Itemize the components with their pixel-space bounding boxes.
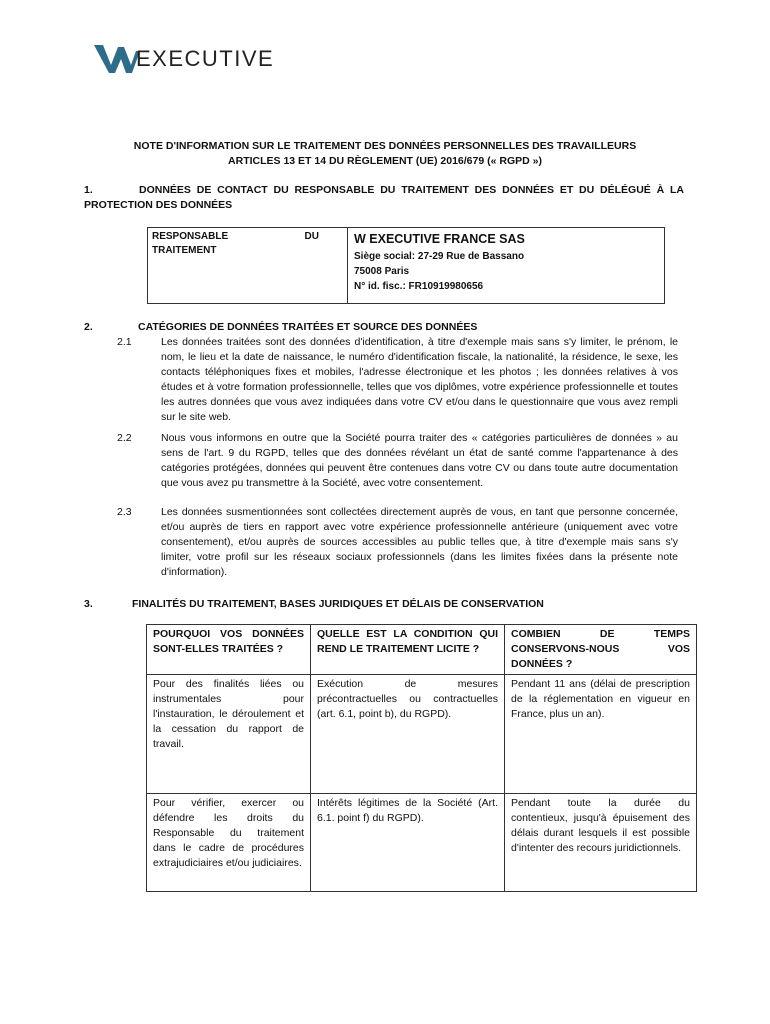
table-cell: Pour vérifier, exercer ou défendre les droits du Responsable du traitement dans le cadre de procédures extrajudiciaires et/ou judiciaires. [147, 794, 311, 892]
controller-label-b: DU [304, 231, 319, 242]
w-logo-mark-icon [94, 41, 140, 75]
table-cell: Pour des finalités liées ou instrumentales pour l'instauration, le déroulement et la cessation du rapport de travail. [147, 675, 311, 794]
section-2-title: CATÉGORIES DE DONNÉES TRAITÉES ET SOURCE DES DONNÉES [138, 321, 478, 333]
company-logo [94, 40, 274, 76]
table-cell: Pendant toute la durée du contentieux, jusqu'à épuisement des délais durant lesquels il est possible d'intenter des recours juridictionnels. [505, 794, 697, 892]
section-1-number: 1. [84, 184, 93, 196]
company-name: W EXECUTIVE FRANCE SAS [354, 232, 525, 246]
table-header-cell: COMBIEN DE TEMPS CONSERVONS-NOUS VOS DONNÉES ? [505, 625, 697, 675]
controller-label-c: TRAITEMENT [152, 245, 217, 256]
table-cell: Pendant 11 ans (délai de prescription de la réglementation en vigueur en France, plus un an). [505, 675, 697, 794]
logo-text: EXECUTIVE [136, 45, 275, 71]
paragraph-2-2-text: Nous vous informons en outre que la Société pourra traiter des « catégories particulières de données » au sens de l'art. 9 du RGPD, telles que des données révélant un état de santé comme l'appartenance à des catégories protégées, données qui peuvent être contenues dans votre CV ou dans toute autre documentation que vous avez pu transmettre à la Société, avec votre consentement. [161, 432, 678, 489]
table-cell: Exécution de mesures précontractuelles ou contractuelles (art. 6.1, point b), du RGPD). [311, 675, 505, 794]
title-line-1: NOTE D'INFORMATION SUR LE TRAITEMENT DES DONNÉES PERSONNELLES DES TRAVAILLEURS [133, 140, 637, 152]
controller-details-cell [348, 228, 664, 303]
section-3-title: FINALITÉS DU TRAITEMENT, BASES JURIDIQUES ET DÉLAIS DE CONSERVATION [132, 598, 544, 610]
company-address-1: Siège social: 27-29 Rue de Bassano [354, 251, 525, 262]
company-fiscal-id: N° id. fisc.: FR10919980656 [354, 281, 484, 292]
table-row [147, 675, 697, 794]
title-line-2: ARTICLES 13 ET 14 DU RÈGLEMENT (UE) 2016/679 (« RGPD ») [228, 155, 542, 167]
section-3-heading [84, 597, 544, 612]
company-address-2: 75008 Paris [354, 266, 410, 277]
table-header-row [147, 625, 697, 675]
section-3-number: 3. [84, 598, 93, 610]
controller-label-a: RESPONSABLE [152, 231, 229, 242]
paragraph-2-1 [117, 335, 678, 425]
paragraph-2-1-number: 2.1 [117, 336, 132, 348]
finalities-table [146, 624, 697, 892]
paragraph-2-2-number: 2.2 [117, 432, 132, 444]
table-header-cell: POURQUOI VOS DONNÉES SONT-ELLES TRAITÉES ? [147, 625, 311, 675]
table-header-cell: QUELLE EST LA CONDITION QUI REND LE TRAITEMENT LICITE ? [311, 625, 505, 675]
paragraph-2-3 [117, 505, 678, 580]
section-1-title: DONNÉES DE CONTACT DU RESPONSABLE DU TRAITEMENT DES DONNÉES ET DU DÉLÉGUÉ À LA PROTECTION DES DONNÉES [84, 184, 684, 211]
controller-contact-box [147, 227, 665, 304]
paragraph-2-3-number: 2.3 [117, 506, 132, 518]
section-1-heading [84, 183, 684, 213]
document-title [80, 139, 690, 169]
controller-label-cell [148, 228, 348, 303]
table-cell: Intérêts légitimes de la Société (Art. 6.1. point f) du RGPD). [311, 794, 505, 892]
paragraph-2-1-text: Les données traitées sont des données d'identification, à titre d'exemple mais sans s'y limiter, le prénom, le nom, le lieu et la date de naissance, le numéro d'identification fiscale, la nationalité, la résidence, le sexe, les contacts téléphoniques fixes et mobiles, l'adresse électronique et les photos ; les données relatives à vos études et à votre formation professionnelle, telles que vos diplômes, votre expérience professionnelle et toutes les autres données que vous avez indiquées dans votre CV et/ou dans le questionnaire que vous avez rempli sur le site web. [161, 336, 678, 423]
section-2-number: 2. [84, 321, 93, 333]
paragraph-2-2 [117, 431, 678, 491]
section-2-heading [84, 320, 477, 335]
table-row [147, 794, 697, 892]
paragraph-2-3-text: Les données susmentionnées sont collectées directement auprès de vous, en tant que personne concernée, et/ou auprès de tiers en rapport avec votre expérience professionnelle antérieure (uniquement avec votre consentement), et/ou auprès de sources accessibles au public telles que, à titre d'exemple mais sans s'y limiter, votre profil sur les réseaux sociaux professionnels (dans les limites fixées dans la présente note d'information). [161, 506, 678, 578]
